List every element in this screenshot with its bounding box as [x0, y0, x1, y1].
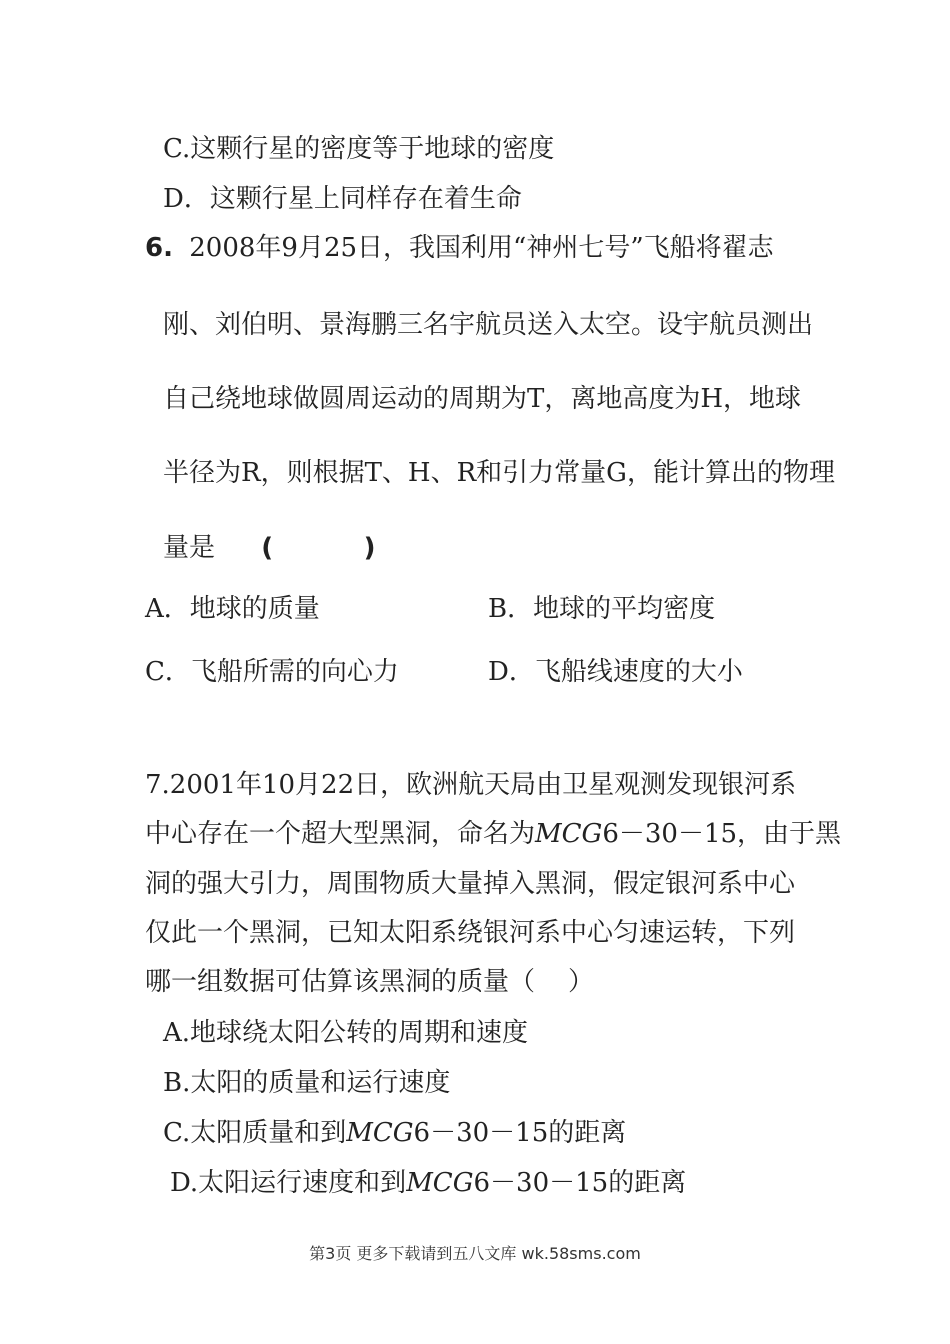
page-footer: 第3页 更多下载请到五八文库 wk.58sms.com: [309, 1244, 641, 1263]
q5-option-c: C.这颗行星的密度等于地球的密度: [163, 134, 555, 164]
q5-option-d: D．这颗行星上同样存在着生命: [163, 184, 522, 214]
q6-option-b: B．地球的平均密度: [488, 594, 716, 624]
q7-option-d: [170, 1170, 686, 1196]
q7-line-4: 仅此一个黑洞，已知太阳系绕银河系中心匀速运转，下列: [145, 918, 796, 948]
mcg-label: MCG: [346, 1118, 414, 1148]
q7-option-c-a: C.太阳质量和到: [163, 1118, 347, 1148]
answer-bracket: ( ): [261, 533, 376, 563]
q7-option-d-a: D.太阳运行速度和到: [170, 1168, 407, 1198]
q6-option-c: C．飞船所需的向心力: [145, 657, 399, 687]
q7-option-c-b: 6－30－15的距离: [413, 1118, 627, 1148]
q6-line-2: 刚、刘伯明、景海鹏三名宇航员送入太空。设宇航员测出: [163, 310, 814, 340]
q6-stem-5: 量是: [163, 533, 216, 563]
question-number: 6.: [145, 233, 173, 263]
q7-line-5: 哪一组数据可估算该黑洞的质量（ ）: [145, 967, 595, 997]
q6-line-3: 自己绕地球做圆周运动的周期为T，离地高度为H，地球: [163, 384, 802, 414]
q6-option-d: D．飞船线速度的大小: [488, 657, 743, 687]
q7-line-1: 7.2001年10月22日，欧洲航天局由卫星观测发现银河系: [145, 770, 797, 800]
q7-line-3: 洞的强大引力，周围物质大量掉入黑洞，假定银河系中心: [145, 869, 796, 899]
q6-line-4: 半径为R，则根据T、H、R和引力常量G，能计算出的物理: [163, 458, 835, 488]
q6-stem-1: 2008年9月25日，我国利用“神州七号”飞船将翟志: [189, 233, 774, 263]
q7-option-a: A.地球绕太阳公转的周期和速度: [163, 1018, 529, 1048]
q7-line-2: [145, 821, 841, 847]
q7-option-b: B.太阳的质量和运行速度: [163, 1068, 451, 1098]
q6-line-1: [145, 235, 774, 261]
mcg-label: MCG: [535, 819, 603, 849]
q7-stem-2a: 中心存在一个超大型黑洞，命名为: [145, 819, 536, 849]
mcg-label: MCG: [406, 1168, 474, 1198]
q6-option-a: A．地球的质量: [145, 594, 320, 624]
q7-option-d-b: 6－30－15的距离: [473, 1168, 687, 1198]
q7-option-c: [163, 1120, 626, 1146]
q6-line-5: [163, 535, 376, 561]
q7-stem-2b: 6－30－15，由于黑: [602, 819, 842, 849]
